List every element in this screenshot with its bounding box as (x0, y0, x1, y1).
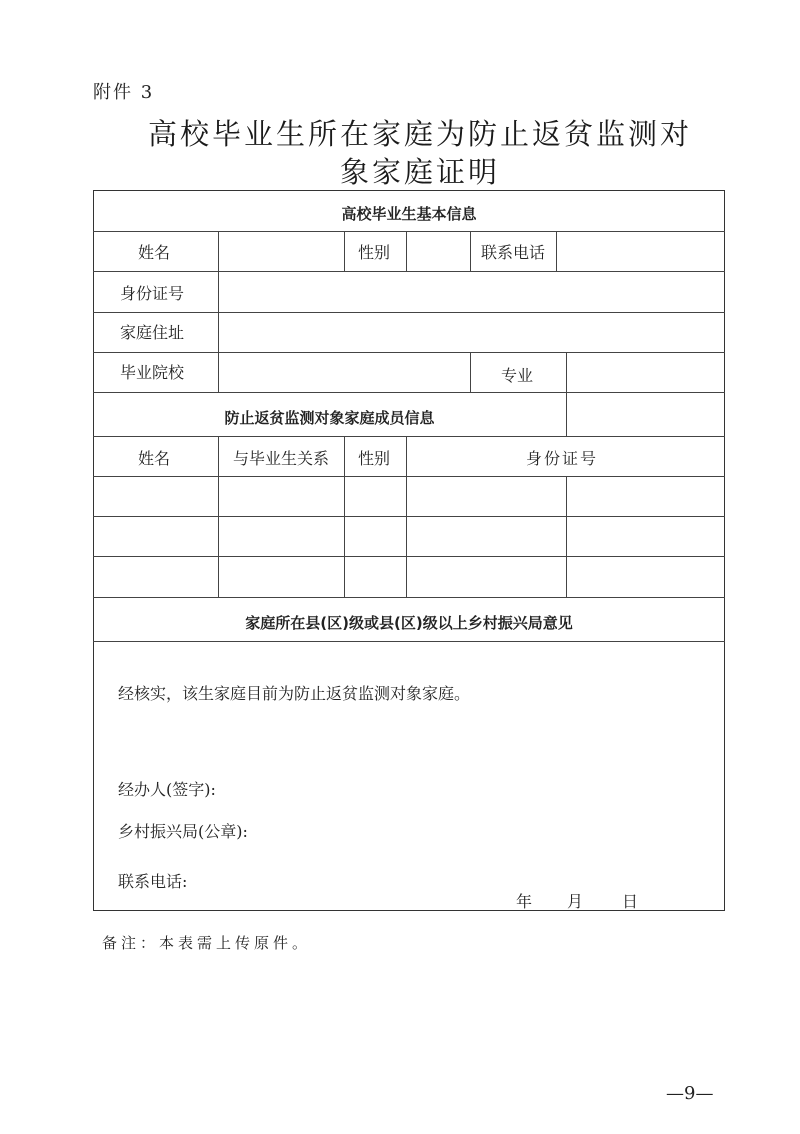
form-rule (93, 641, 725, 642)
form-rule (93, 597, 725, 598)
home-address-label: 家庭住址 (120, 323, 185, 342)
gender-field[interactable] (410, 234, 468, 268)
date-year-label: 年 (516, 892, 533, 911)
form-rule (344, 231, 345, 271)
column-header-relation: 与毕业生关系 (233, 449, 330, 468)
form-rule (93, 392, 725, 393)
major-label: 专业 (501, 366, 534, 385)
form-rule (93, 352, 725, 353)
form-rule (218, 436, 219, 597)
form-rule (93, 312, 725, 313)
name-field[interactable] (222, 234, 342, 268)
form-rule (93, 271, 725, 272)
page-number: —9— (666, 1083, 714, 1104)
home-address-field[interactable] (222, 315, 720, 349)
form-rule (344, 436, 345, 597)
phone-label: 联系电话 (481, 243, 546, 262)
school-label: 毕业院校 (120, 363, 185, 382)
column-header-id-number: 身份证号 (526, 449, 599, 468)
column-header-gender: 性别 (358, 449, 391, 468)
form-rule (93, 436, 725, 437)
id-number-field[interactable] (222, 275, 720, 309)
id-number-label: 身份证号 (120, 284, 185, 303)
remark-note: 备注：本表需上传原件。 (102, 934, 312, 952)
section-heading-family-members: 防止返贫监测对象家庭成员信息 (224, 409, 435, 427)
form-rule (406, 436, 407, 597)
gender-label: 性别 (358, 243, 391, 262)
bureau-seal-label: 乡村振兴局(公章): (118, 822, 248, 841)
form-rule (93, 556, 725, 557)
form-rule (93, 476, 725, 477)
major-field[interactable] (570, 355, 720, 389)
form-rule (566, 352, 567, 436)
attachment-label: 附件 3 (93, 82, 155, 103)
section-heading-opinion: 家庭所在县(区)级或县(区)级以上乡村振兴局意见 (245, 614, 573, 632)
column-header-name: 姓名 (138, 449, 171, 468)
form-rule (470, 231, 471, 271)
form-rule (406, 231, 407, 271)
date-month-label: 月 (567, 892, 584, 911)
school-field[interactable] (222, 355, 466, 389)
name-label: 姓名 (138, 243, 171, 262)
form-rule (93, 516, 725, 517)
phone-field[interactable] (560, 234, 720, 268)
date-day-label: 日 (622, 892, 639, 911)
contact-phone-label: 联系电话: (118, 872, 188, 891)
document-title-line2: 象家庭证明 (339, 155, 500, 189)
form-rule (556, 231, 557, 271)
handler-signature-label: 经办人(签字): (118, 780, 216, 799)
form-rule (93, 231, 725, 232)
form-rule (470, 352, 471, 392)
document-title-line1: 高校毕业生所在家庭为防止返贫监测对 (147, 117, 692, 151)
verification-statement: 经核实，该生家庭目前为防止返贫监测对象家庭。 (118, 684, 471, 703)
section-heading-basic-info: 高校毕业生基本信息 (341, 205, 477, 223)
form-rule (218, 231, 219, 392)
form-rule (566, 476, 567, 597)
